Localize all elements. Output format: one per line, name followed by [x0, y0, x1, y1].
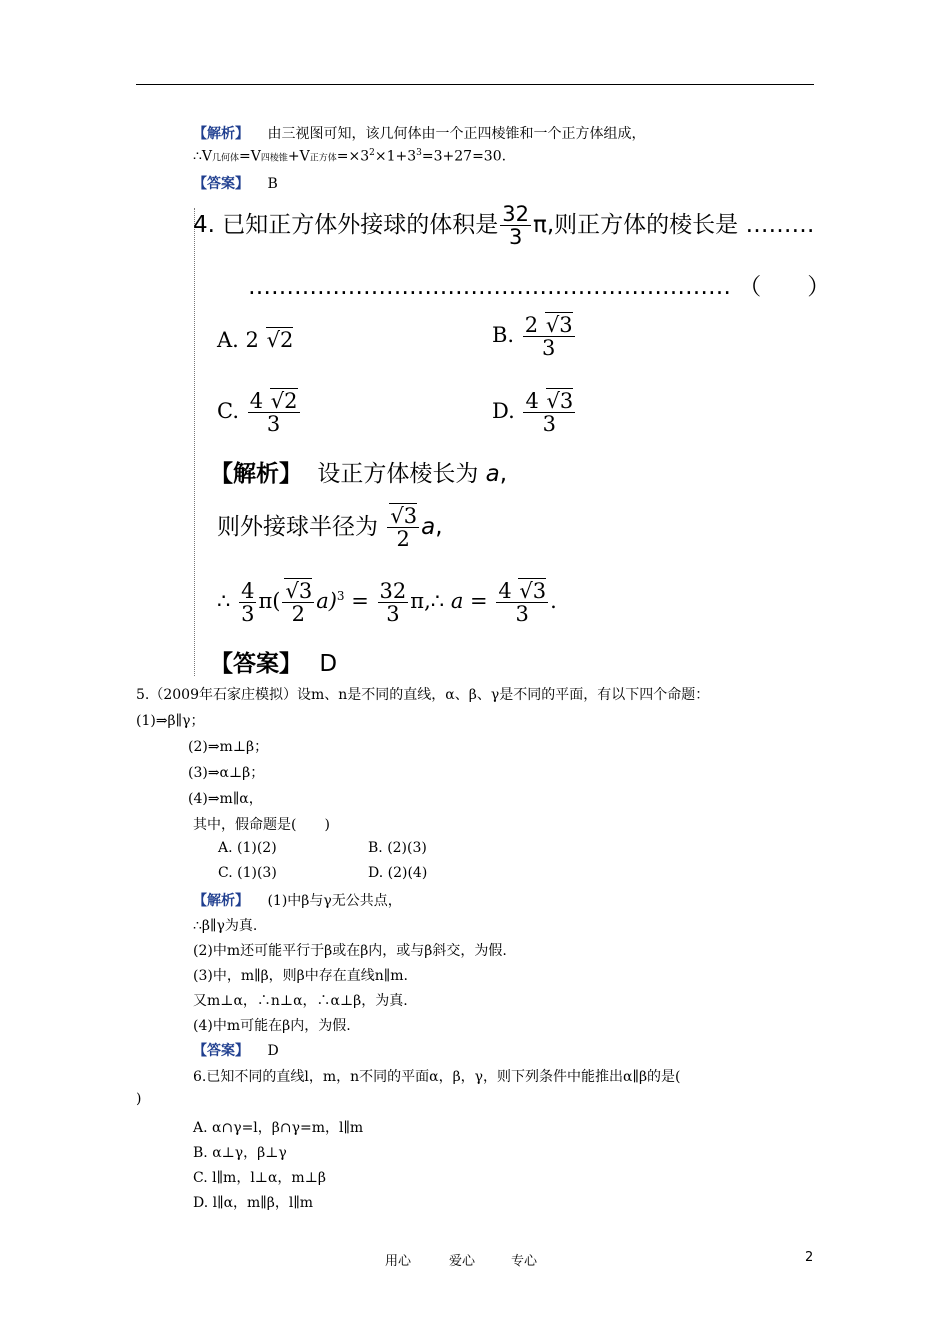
- q6-option-d: D. l∥α，m∥β，l∥m: [193, 1195, 314, 1211]
- variable-a: a: [421, 514, 436, 541]
- q5-item-1: (1)⇒β∥γ；: [136, 713, 205, 729]
- fraction-numerator: 32: [379, 579, 407, 603]
- eq-fraction-2: [282, 580, 314, 625]
- eq-text: π,∴: [410, 589, 445, 614]
- q4-option-b: [492, 314, 577, 359]
- q3-formula: [193, 148, 506, 165]
- option-fraction: [523, 390, 575, 435]
- q6-stem-end: ): [136, 1091, 142, 1107]
- q6-option-a: A. α∩γ=l，β∩γ=m，l∥m: [193, 1120, 364, 1136]
- option-radical: √ 2: [266, 327, 294, 352]
- option-label: A. 2: [217, 328, 259, 352]
- radius-fraction: [387, 505, 419, 550]
- fraction-radical: √ 3: [518, 578, 546, 603]
- option-fraction: [248, 390, 300, 435]
- q5-option-d: D. (2)(4): [368, 865, 428, 881]
- eq-text: π(: [258, 589, 281, 614]
- q5-jiexi-line-5: 又m⊥α，∴n⊥α，∴α⊥β，为真.: [193, 993, 408, 1009]
- footer-left: 用心: [385, 1254, 412, 1269]
- fraction-coef: 2: [524, 313, 539, 337]
- fraction-radical: √ 3: [546, 388, 574, 413]
- q4-option-a: [217, 328, 293, 352]
- q5-jiexi-text: (1)中β与γ无公共点，: [267, 893, 402, 909]
- formula-part: =×3: [336, 148, 370, 165]
- q4-answer-line: [210, 645, 337, 678]
- fraction-denominator: 3: [542, 336, 556, 361]
- q5-jiexi-line-2: ∴β∥γ为真.: [193, 918, 258, 934]
- fraction-denominator: 3: [266, 412, 281, 437]
- q3-jiexi-label: 【解析】: [193, 126, 249, 142]
- therefore-symbol: ∴: [217, 589, 231, 614]
- eq-fraction-3: [378, 580, 409, 625]
- q3-answer: B: [267, 176, 278, 192]
- fraction-denominator: 2: [396, 527, 410, 552]
- fraction-coef: 4: [249, 389, 264, 413]
- q5-jiexi-line-4: (3)中，m∥β，则β中存在直线n∥m.: [193, 968, 408, 984]
- fraction-denominator: 3: [508, 225, 523, 250]
- q5-jiexi-label: 【解析】: [193, 893, 249, 909]
- q4-stem-line2: ……………………………………………………… （ ）: [248, 274, 831, 300]
- formula-part: ×1+3: [374, 148, 417, 165]
- q5-option-a: A. (1)(2): [218, 840, 277, 856]
- q4-stem-text-2: π,则正方体的棱长是 ………: [533, 212, 815, 239]
- fraction-numerator: 4: [241, 579, 255, 603]
- option-label: C.: [217, 399, 239, 424]
- q4-answer-label: 【答案】: [210, 651, 302, 677]
- page-number: 2: [805, 1250, 814, 1265]
- q5-answer-line: [193, 1040, 279, 1060]
- q4-answer: D: [319, 651, 338, 677]
- q5-answer: D: [267, 1043, 279, 1059]
- eq-fraction-1: [239, 580, 256, 625]
- header-rule: [136, 84, 814, 85]
- formula-part: +V: [287, 148, 310, 165]
- fraction-numerator: 32: [502, 202, 529, 226]
- q4-jiexi-text-2: 则外接球半径为: [217, 514, 378, 541]
- q6-option-c: C. l∥m，l⊥α，m⊥β: [193, 1170, 326, 1186]
- q3-answer-label: 【答案】: [193, 176, 249, 192]
- formula-sub: 四棱锥: [260, 153, 288, 164]
- q4-stem-text: 4. 已知正方体外接球的体积是: [193, 212, 499, 239]
- footer-mid: 爱心: [449, 1254, 476, 1269]
- q4-jiexi-label: 【解析】: [210, 461, 302, 487]
- option-label: B.: [492, 323, 515, 348]
- q5-option-c: C. (1)(3): [218, 865, 277, 881]
- q4-option-c: [217, 390, 302, 435]
- q6-option-b: B. α⊥γ，β⊥γ: [193, 1145, 287, 1161]
- q5-question: 其中，假命题是( ): [193, 817, 330, 833]
- option-fraction: [523, 314, 575, 359]
- q4-stem: [193, 203, 814, 248]
- formula-sub: 正方体: [309, 153, 337, 164]
- q5-item-2: (2)⇒m⊥β；: [188, 739, 269, 755]
- fraction-coef: 4: [498, 579, 512, 603]
- formula-part: ∴V: [193, 148, 213, 165]
- q3-jiexi-text: 由三视图可知，该几何体由一个正四棱锥和一个正方体组成，: [267, 126, 646, 142]
- formula-sup: 3: [416, 148, 422, 158]
- dotted-margin-line: [194, 208, 195, 676]
- q4-stem-fraction: [500, 203, 531, 248]
- q4-jiexi-line1: [210, 455, 507, 488]
- fraction-radical: √ 2: [270, 388, 298, 413]
- q3-jiexi-line: [193, 123, 645, 143]
- q5-item-3: (3)⇒α⊥β；: [188, 765, 265, 781]
- q4-option-d: [492, 390, 577, 435]
- variable-a: a: [450, 589, 464, 614]
- fraction-denominator: 3: [542, 412, 557, 437]
- formula-sup: 2: [369, 148, 375, 158]
- eq-equals: =: [351, 589, 369, 614]
- formula-part: =V: [239, 148, 261, 165]
- fraction-radical: √ 3: [545, 312, 573, 337]
- fraction-denominator: 3: [241, 602, 255, 627]
- eq-equals: =: [470, 589, 488, 614]
- formula-sub: 几何体: [212, 153, 240, 164]
- eq-text: .: [550, 589, 557, 614]
- eq-fraction-4: [496, 580, 548, 625]
- variable-a: a: [485, 461, 500, 487]
- q4-equation: [217, 580, 557, 625]
- q5-jiexi-line-1: [193, 890, 402, 910]
- q5-jiexi-line-3: (2)中m还可能平行于β或在β内，或与β斜交，为假.: [193, 943, 507, 959]
- fraction-denominator: 3: [515, 602, 529, 627]
- fraction-denominator: 2: [291, 602, 305, 627]
- q5-item-4: (4)⇒m∥α，: [188, 791, 263, 807]
- eq-text: a): [316, 589, 337, 614]
- formula-part: =3+27=30.: [421, 148, 507, 165]
- q5-option-b: B. (2)(3): [368, 840, 427, 856]
- footer-right: 专心: [511, 1254, 538, 1269]
- q5-answer-label: 【答案】: [193, 1043, 249, 1059]
- punctuation: ,: [499, 461, 508, 487]
- punctuation: ,: [435, 514, 443, 541]
- fraction-radical: √ 3: [389, 503, 417, 528]
- q3-answer-line: [193, 173, 278, 193]
- fraction-denominator: 3: [386, 602, 400, 627]
- q5-stem: 5.（2009年石家庄模拟）设m、n是不同的直线，α、β、γ是不同的平面，有以下四个命题：: [136, 687, 710, 703]
- eq-exponent: 3: [336, 589, 345, 604]
- q5-jiexi-line-6: (4)中m可能在β内，为假.: [193, 1018, 351, 1034]
- fraction-coef: 4: [525, 389, 539, 413]
- q4-jiexi-line2: [217, 505, 443, 550]
- q6-stem: 6.已知不同的直线l，m，n不同的平面α，β，γ，则下列条件中能推出α∥β的是(: [193, 1069, 681, 1085]
- fraction-radical: √ 3: [284, 578, 312, 603]
- option-label: D.: [492, 399, 515, 424]
- q4-jiexi-text: 设正方体棱长为: [317, 461, 479, 487]
